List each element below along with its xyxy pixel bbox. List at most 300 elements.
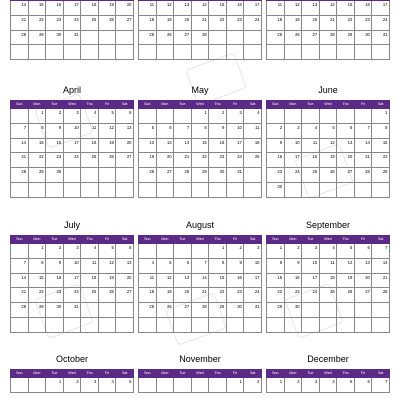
day-cell: 23	[46, 15, 64, 30]
week-row	[11, 273, 134, 288]
day-cell: 13	[116, 258, 134, 273]
day-cell: 28	[11, 303, 29, 318]
day-cell: 19	[319, 153, 337, 168]
day-cell: 11	[81, 123, 99, 138]
weekday-label: Sat	[372, 236, 390, 244]
day-cell: 11	[139, 1, 157, 16]
day-cell: 30	[354, 30, 372, 45]
month-calendar	[10, 80, 134, 198]
day-cell: 26	[337, 288, 355, 303]
day-cell: 20	[116, 1, 134, 16]
day-cell: 24	[226, 153, 244, 168]
day-cell: 15	[209, 1, 227, 16]
day-cell	[156, 109, 174, 124]
day-cell: 18	[81, 1, 99, 16]
day-cell: 26	[156, 303, 174, 318]
day-cell: 5	[319, 123, 337, 138]
day-cell: 15	[28, 1, 46, 16]
week-row	[139, 244, 262, 259]
day-cell: 16	[284, 273, 302, 288]
month-name: June	[318, 85, 338, 95]
day-cell: 10	[284, 138, 302, 153]
day-cell: 1	[28, 109, 46, 124]
day-cell: 21	[11, 288, 29, 303]
day-cell: 25	[81, 15, 99, 30]
weekday-label: Thu	[209, 236, 227, 244]
month-grid	[138, 100, 262, 198]
day-cell: 4	[302, 123, 320, 138]
day-cell: 21	[11, 15, 29, 30]
day-cell: 7	[372, 244, 390, 259]
weekday-label: Tue	[174, 101, 192, 109]
day-cell: 23	[209, 153, 227, 168]
day-cell: 12	[337, 258, 355, 273]
day-cell: 27	[116, 153, 134, 168]
day-cell: 21	[191, 15, 209, 30]
day-cell: 31	[372, 30, 390, 45]
day-cell: 15	[372, 138, 390, 153]
day-cell: 29	[337, 30, 355, 45]
day-cell: 16	[46, 138, 64, 153]
day-cell: 12	[284, 1, 302, 16]
day-cell: 5	[337, 378, 355, 393]
day-cell: 14	[191, 273, 209, 288]
month-name: August	[185, 220, 215, 230]
day-cell: 24	[302, 288, 320, 303]
weekday-label: Thu	[81, 236, 99, 244]
weekday-label: Sun	[267, 370, 285, 378]
weekday-label: Fri	[354, 370, 372, 378]
day-cell: 3	[302, 378, 320, 393]
weekday-label: Sat	[116, 101, 134, 109]
day-cell: 21	[354, 153, 372, 168]
month-name: April	[62, 85, 81, 95]
week-row	[11, 258, 134, 273]
weekday-label: Fri	[226, 101, 244, 109]
day-cell	[139, 378, 157, 393]
weekday-label: Sun	[267, 101, 285, 109]
day-cell	[11, 45, 29, 60]
day-cell	[156, 45, 174, 60]
day-cell: 29	[28, 30, 46, 45]
day-cell: 23	[226, 15, 244, 30]
day-cell: 21	[191, 288, 209, 303]
day-cell: 13	[116, 123, 134, 138]
day-cell: 18	[81, 138, 99, 153]
day-cell	[174, 109, 192, 124]
day-cell	[319, 45, 337, 60]
weekday-label: Mon	[284, 236, 302, 244]
weekday-header-row	[267, 370, 390, 378]
month-grid	[138, 369, 262, 393]
day-cell: 26	[139, 168, 157, 183]
day-cell	[302, 303, 320, 318]
month-grid	[266, 369, 390, 393]
day-cell: 15	[28, 138, 46, 153]
day-cell	[81, 168, 99, 183]
day-cell: 19	[98, 138, 116, 153]
day-cell	[337, 109, 355, 124]
month-grid	[138, 0, 262, 60]
day-cell	[116, 30, 134, 45]
weekday-label: Thu	[209, 101, 227, 109]
day-cell: 17	[63, 138, 81, 153]
day-cell: 6	[354, 378, 372, 393]
day-cell: 2	[267, 123, 285, 138]
day-cell	[174, 317, 192, 332]
day-cell: 27	[116, 288, 134, 303]
day-cell	[139, 317, 157, 332]
day-cell: 5	[139, 123, 157, 138]
weekday-label: Mon	[156, 101, 174, 109]
day-cell: 2	[284, 244, 302, 259]
day-cell	[337, 182, 355, 197]
weekday-header-row	[139, 101, 262, 109]
day-cell	[267, 45, 285, 60]
day-cell: 4	[81, 109, 99, 124]
weekday-label: Wed	[63, 101, 81, 109]
month-grid	[266, 100, 390, 198]
day-cell	[116, 303, 134, 318]
day-cell: 13	[337, 138, 355, 153]
day-cell	[116, 168, 134, 183]
day-cell: 20	[116, 273, 134, 288]
day-cell: 29	[267, 303, 285, 318]
weekday-label: Sat	[372, 370, 390, 378]
day-cell: 9	[284, 258, 302, 273]
day-cell: 25	[139, 303, 157, 318]
day-cell: 3	[284, 123, 302, 138]
month-calendar	[10, 0, 134, 60]
day-cell: 25	[81, 288, 99, 303]
day-cell: 20	[174, 288, 192, 303]
day-cell: 1	[267, 378, 285, 393]
week-row	[11, 123, 134, 138]
day-cell: 10	[226, 123, 244, 138]
day-cell: 22	[28, 15, 46, 30]
week-row	[139, 138, 262, 153]
day-cell	[244, 168, 262, 183]
week-row	[267, 123, 390, 138]
day-cell	[319, 182, 337, 197]
week-row	[267, 1, 390, 16]
day-cell	[63, 182, 81, 197]
day-cell	[63, 168, 81, 183]
day-cell: 1	[267, 244, 285, 259]
month-calendar	[10, 349, 134, 393]
day-cell: 20	[354, 273, 372, 288]
day-cell	[139, 109, 157, 124]
day-cell	[209, 182, 227, 197]
day-cell	[116, 182, 134, 197]
weekday-label: Tue	[46, 370, 64, 378]
day-cell	[354, 182, 372, 197]
week-row	[11, 1, 134, 16]
day-cell: 20	[156, 153, 174, 168]
day-cell: 28	[191, 30, 209, 45]
month-calendar	[266, 349, 390, 393]
day-cell	[209, 317, 227, 332]
day-cell: 31	[63, 30, 81, 45]
day-cell	[244, 317, 262, 332]
month-calendar	[138, 215, 262, 333]
day-cell: 14	[11, 1, 29, 16]
day-cell: 19	[337, 273, 355, 288]
day-cell: 10	[63, 258, 81, 273]
weekday-label: Sun	[139, 236, 157, 244]
day-cell: 25	[302, 168, 320, 183]
day-cell: 8	[267, 258, 285, 273]
weekday-label: Fri	[226, 236, 244, 244]
day-cell: 7	[174, 123, 192, 138]
day-cell	[116, 45, 134, 60]
day-cell: 25	[267, 30, 285, 45]
day-cell	[46, 182, 64, 197]
week-row	[267, 303, 390, 318]
day-cell: 6	[174, 258, 192, 273]
day-cell: 15	[191, 138, 209, 153]
day-cell	[354, 45, 372, 60]
day-cell	[81, 303, 99, 318]
day-cell: 25	[81, 153, 99, 168]
day-cell: 16	[226, 273, 244, 288]
day-cell	[98, 168, 116, 183]
day-cell: 14	[11, 138, 29, 153]
week-row	[139, 273, 262, 288]
month-grid	[10, 100, 134, 198]
day-cell: 25	[319, 288, 337, 303]
day-cell: 13	[302, 1, 320, 16]
weekday-label: Fri	[354, 236, 372, 244]
day-cell	[337, 317, 355, 332]
day-cell: 26	[98, 153, 116, 168]
weekday-label: Thu	[209, 370, 227, 378]
day-cell	[372, 317, 390, 332]
day-cell: 24	[244, 15, 262, 30]
weekday-label: Fri	[98, 101, 116, 109]
day-cell: 23	[267, 168, 285, 183]
day-cell: 9	[46, 258, 64, 273]
day-cell: 8	[191, 123, 209, 138]
day-cell	[11, 182, 29, 197]
weekday-label: Mon	[156, 370, 174, 378]
day-cell	[209, 378, 227, 393]
day-cell: 6	[116, 109, 134, 124]
day-cell: 23	[226, 288, 244, 303]
day-cell: 3	[244, 244, 262, 259]
month-grid	[266, 235, 390, 333]
day-cell	[226, 182, 244, 197]
day-cell: 26	[98, 15, 116, 30]
month-name: September	[305, 220, 351, 230]
day-cell: 21	[11, 153, 29, 168]
day-cell: 12	[156, 273, 174, 288]
day-cell	[337, 303, 355, 318]
weekday-label: Wed	[319, 370, 337, 378]
month-grid	[10, 235, 134, 333]
day-cell: 18	[319, 273, 337, 288]
day-cell: 15	[209, 273, 227, 288]
weekday-label: Sun	[11, 236, 29, 244]
day-cell	[302, 109, 320, 124]
day-cell	[174, 378, 192, 393]
day-cell: 19	[156, 288, 174, 303]
day-cell: 17	[226, 138, 244, 153]
day-cell	[11, 317, 29, 332]
week-row	[139, 15, 262, 30]
weekday-label: Wed	[191, 101, 209, 109]
weekday-label: Mon	[156, 236, 174, 244]
week-row	[139, 123, 262, 138]
weekday-label: Wed	[319, 101, 337, 109]
day-cell: 30	[46, 30, 64, 45]
weekday-header-row	[267, 236, 390, 244]
day-cell	[284, 109, 302, 124]
day-cell	[354, 109, 372, 124]
day-cell: 8	[372, 123, 390, 138]
day-cell: 13	[174, 1, 192, 16]
day-cell	[372, 303, 390, 318]
day-cell: 28	[372, 288, 390, 303]
weekday-header-row	[139, 236, 262, 244]
week-row	[139, 317, 262, 332]
weekday-label: Mon	[28, 236, 46, 244]
day-cell: 30	[226, 303, 244, 318]
week-row	[139, 288, 262, 303]
weekday-label: Sat	[244, 370, 262, 378]
weekday-header-row	[11, 370, 134, 378]
day-cell	[81, 30, 99, 45]
day-cell	[63, 45, 81, 60]
week-row	[139, 168, 262, 183]
day-cell: 31	[226, 168, 244, 183]
week-row	[11, 317, 134, 332]
week-row	[11, 303, 134, 318]
weekday-label: Sat	[372, 101, 390, 109]
weekday-header-row	[11, 101, 134, 109]
day-cell	[191, 244, 209, 259]
weekday-label: Wed	[63, 236, 81, 244]
day-cell: 29	[191, 168, 209, 183]
day-cell: 28	[11, 30, 29, 45]
day-cell: 16	[354, 1, 372, 16]
day-cell: 17	[244, 273, 262, 288]
day-cell: 10	[63, 123, 81, 138]
day-cell: 19	[139, 153, 157, 168]
day-cell	[156, 378, 174, 393]
day-cell	[28, 378, 46, 393]
week-row	[139, 1, 262, 16]
week-row	[267, 168, 390, 183]
day-cell: 17	[372, 1, 390, 16]
day-cell: 4	[244, 109, 262, 124]
day-cell	[139, 244, 157, 259]
day-cell	[302, 317, 320, 332]
day-cell: 1	[46, 378, 64, 393]
day-cell	[28, 317, 46, 332]
day-cell: 23	[354, 15, 372, 30]
month-calendar	[266, 0, 390, 60]
day-cell: 20	[337, 153, 355, 168]
week-row	[267, 273, 390, 288]
week-row	[139, 258, 262, 273]
day-cell: 8	[209, 258, 227, 273]
day-cell: 6	[156, 123, 174, 138]
day-cell	[98, 45, 116, 60]
day-cell: 2	[226, 244, 244, 259]
day-cell: 17	[63, 273, 81, 288]
day-cell: 30	[267, 182, 285, 197]
day-cell: 5	[116, 378, 134, 393]
day-cell	[174, 45, 192, 60]
weekday-label: Sat	[116, 236, 134, 244]
day-cell: 22	[267, 288, 285, 303]
day-cell: 2	[46, 109, 64, 124]
day-cell: 8	[28, 258, 46, 273]
week-row	[11, 244, 134, 259]
weekday-label: Sun	[267, 236, 285, 244]
day-cell: 17	[63, 1, 81, 16]
day-cell	[354, 317, 372, 332]
day-cell: 22	[209, 288, 227, 303]
day-cell	[302, 45, 320, 60]
day-cell: 1	[226, 378, 244, 393]
month-calendar	[266, 80, 390, 198]
week-row	[139, 303, 262, 318]
day-cell: 22	[372, 153, 390, 168]
week-row	[139, 153, 262, 168]
day-cell: 18	[267, 15, 285, 30]
weekday-label: Wed	[319, 236, 337, 244]
day-cell	[372, 45, 390, 60]
day-cell: 15	[267, 273, 285, 288]
day-cell: 8	[28, 123, 46, 138]
day-cell	[81, 45, 99, 60]
day-cell	[156, 244, 174, 259]
week-row	[267, 378, 390, 393]
month-calendar	[138, 349, 262, 393]
weekday-label: Mon	[284, 370, 302, 378]
weekday-label: Sat	[244, 236, 262, 244]
day-cell: 30	[46, 303, 64, 318]
day-cell: 11	[139, 273, 157, 288]
day-cell: 1	[191, 109, 209, 124]
week-row	[267, 288, 390, 303]
day-cell	[11, 244, 29, 259]
day-cell: 7	[372, 378, 390, 393]
week-row	[139, 109, 262, 124]
day-cell	[226, 317, 244, 332]
day-cell: 26	[156, 30, 174, 45]
day-cell: 7	[11, 258, 29, 273]
day-cell: 2	[244, 378, 262, 393]
day-cell: 13	[156, 138, 174, 153]
weekday-label: Thu	[337, 101, 355, 109]
weekday-header-row	[139, 370, 262, 378]
day-cell: 3	[226, 109, 244, 124]
month-calendar	[10, 215, 134, 333]
month-calendar	[138, 80, 262, 198]
day-cell: 22	[28, 288, 46, 303]
day-cell	[139, 45, 157, 60]
week-row	[11, 153, 134, 168]
day-cell: 5	[98, 244, 116, 259]
day-cell: 18	[244, 138, 262, 153]
day-cell: 4	[319, 378, 337, 393]
week-row	[267, 138, 390, 153]
day-cell	[28, 45, 46, 60]
day-cell	[372, 182, 390, 197]
